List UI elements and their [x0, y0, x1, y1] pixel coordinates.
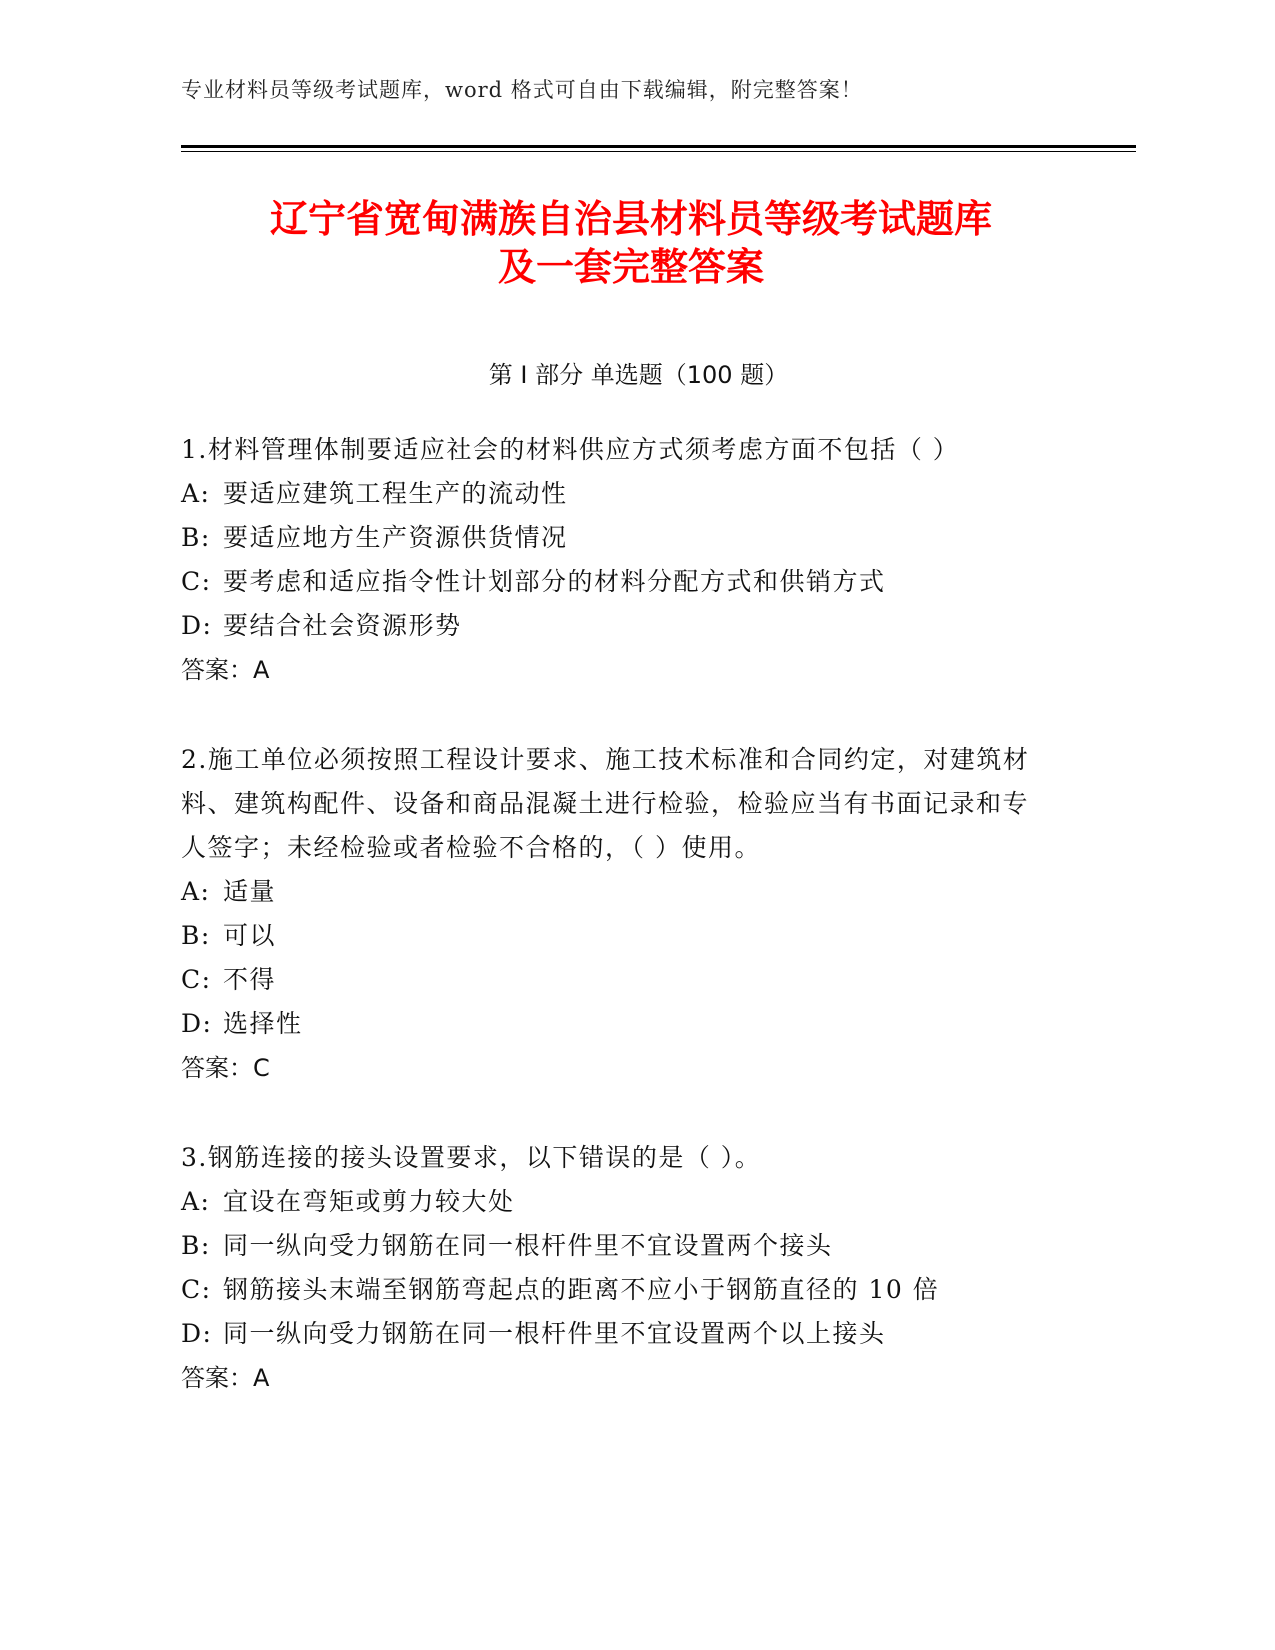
- option-d: [181, 604, 1031, 648]
- option-key: D:: [181, 1319, 213, 1348]
- option-d: [181, 1002, 1031, 1046]
- page-header: 专业材料员等级考试题库，word 格式可自由下载编辑，附完整答案！: [181, 78, 863, 102]
- option-d: [181, 1312, 1031, 1356]
- option-key: C:: [181, 965, 212, 994]
- option-key: A:: [181, 479, 211, 508]
- option-key: B:: [181, 523, 211, 552]
- option-key: B:: [181, 1231, 211, 1260]
- header-rule-thick: [181, 145, 1136, 148]
- document-title-line-1: 辽宁省宽甸满族自治县材料员等级考试题库: [269, 197, 992, 241]
- option-text: 不得: [223, 965, 277, 994]
- answer: 答案：A: [181, 1364, 270, 1392]
- option-text: 选择性: [223, 1009, 303, 1038]
- option-key: D:: [181, 1009, 213, 1038]
- option-text: 适量: [223, 877, 277, 906]
- question-stem: 2.施工单位必须按照工程设计要求、施工技术标准和合同约定，对建筑材料、建筑构配件、设备和商品混凝土进行检验，检验应当有书面记录和专人签字；未经检验或者检验不合格的，（ ）使用。: [181, 745, 1030, 862]
- header-rule-thin: [181, 151, 1136, 152]
- option-key: A:: [181, 877, 211, 906]
- option-text: 可以: [223, 921, 277, 950]
- option-key: D:: [181, 611, 213, 640]
- answer: 答案：C: [181, 1054, 270, 1082]
- option-text: 同一纵向受力钢筋在同一根杆件里不宜设置两个接头: [223, 1231, 833, 1260]
- option-text: 钢筋接头末端至钢筋弯起点的距离不应小于钢筋直径的 10 倍: [223, 1275, 940, 1304]
- question-1: [181, 428, 1031, 692]
- option-a: [181, 472, 1031, 516]
- question-stem: 3.钢筋连接的接头设置要求，以下错误的是（ ）。: [181, 1143, 762, 1172]
- option-c: [181, 560, 1031, 604]
- option-b: [181, 914, 1031, 958]
- option-a: [181, 1180, 1031, 1224]
- option-text: 宜设在弯矩或剪力较大处: [223, 1187, 515, 1216]
- document-title-line-2: 及一套完整答案: [497, 245, 764, 289]
- question-2: [181, 738, 1031, 1090]
- option-text: 要适应地方生产资源供货情况: [223, 523, 568, 552]
- option-key: A:: [181, 1187, 211, 1216]
- option-a: [181, 870, 1031, 914]
- section-title: 第 I 部分 单选题（100 题）: [488, 361, 789, 389]
- document-title: [181, 195, 1081, 291]
- option-key: C:: [181, 567, 212, 596]
- option-key: B:: [181, 921, 211, 950]
- option-text: 要适应建筑工程生产的流动性: [223, 479, 568, 508]
- option-text: 要考虑和适应指令性计划部分的材料分配方式和供销方式: [223, 567, 886, 596]
- question-list: [181, 428, 1031, 1446]
- option-c: [181, 1268, 1031, 1312]
- option-b: [181, 1224, 1031, 1268]
- option-c: [181, 958, 1031, 1002]
- option-text: 同一纵向受力钢筋在同一根杆件里不宜设置两个以上接头: [223, 1319, 886, 1348]
- answer: 答案：A: [181, 656, 270, 684]
- option-b: [181, 516, 1031, 560]
- option-text: 要结合社会资源形势: [223, 611, 462, 640]
- question-3: [181, 1136, 1031, 1400]
- option-key: C:: [181, 1275, 212, 1304]
- question-stem: 1.材料管理体制要适应社会的材料供应方式须考虑方面不包括（ ）: [181, 435, 960, 464]
